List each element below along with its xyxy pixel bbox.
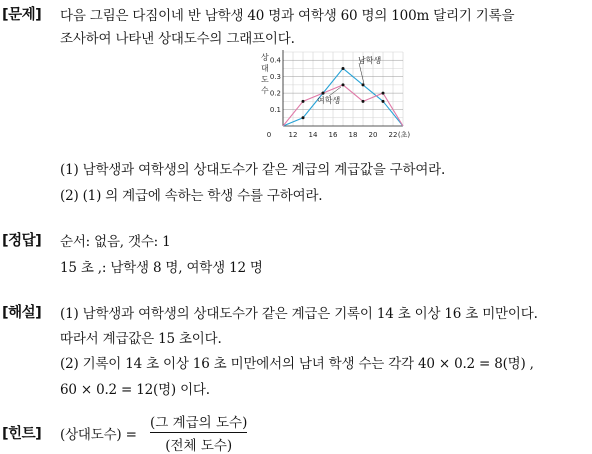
- y-tick-label: 0.1: [269, 106, 281, 115]
- series-label-girls: 여학생: [317, 96, 341, 105]
- explanation-line-3: (2) 기록이 14 초 이상 16 초 미만에서의 남녀 학생 수는 각각 40 × 0.2 = 8(명) ,: [60, 356, 534, 372]
- y-tick-label: 0.4: [269, 56, 281, 65]
- problem-line-1: 다음 그림은 다짐이네 반 남학생 40 명과 여학생 60 명의 100m 달리기 기록을: [60, 8, 515, 24]
- series-label-boys: 남학생: [358, 56, 382, 65]
- x-tick-label: 14: [308, 131, 318, 139]
- data-point: [342, 67, 345, 70]
- hint-numerator: (그 계급의 도수): [150, 415, 248, 431]
- x-tick-label: 22: [388, 131, 398, 139]
- x-tick-label: 0: [266, 131, 272, 139]
- explanation-tag: [해설]: [2, 305, 42, 321]
- answer-tag: [정답]: [2, 233, 42, 249]
- data-point: [382, 92, 385, 95]
- x-tick-label: 12: [288, 131, 298, 139]
- data-point: [362, 100, 365, 103]
- data-point: [342, 83, 345, 86]
- y-axis-label: 상 대 도 수: [261, 53, 269, 95]
- hint-tag: [힌트]: [2, 426, 42, 442]
- question-2: (2) (1) 의 계급에 속하는 학생 수를 구하여라.: [60, 188, 323, 204]
- explanation-line-4: 60 × 0.2 = 12(명) 이다.: [60, 382, 210, 398]
- y-tick-label: 0.2: [269, 89, 281, 98]
- data-point: [322, 92, 325, 95]
- x-tick-label: 20: [368, 131, 378, 139]
- fraction-bar: [150, 432, 247, 433]
- x-axis-label: (초): [397, 131, 411, 139]
- hint-denominator: (전체 도수): [165, 438, 233, 454]
- problem-line-2: 조사하여 나타낸 상대도수의 그래프이다.: [60, 31, 295, 47]
- chart-grid: [283, 52, 403, 126]
- explanation-line-2: 따라서 계급값은 15 초이다.: [60, 331, 222, 347]
- data-point: [302, 116, 305, 119]
- explanation-line-1: (1) 남학생과 여학생의 상대도수가 같은 계급은 기록이 14 초 이상 16 초 미만이다.: [60, 306, 538, 322]
- x-tick-label: 18: [348, 131, 358, 139]
- hint-formula-lhs: (상대도수) =: [60, 427, 137, 443]
- question-1: (1) 남학생과 여학생의 상대도수가 같은 계급의 계급값을 구하여라.: [60, 162, 446, 178]
- relative-frequency-chart: [255, 44, 415, 142]
- hint-fraction: [150, 411, 247, 454]
- x-tick-label: 16: [328, 131, 338, 139]
- answer-line-2: 15 초 ,: 남학생 8 명, 여학생 12 명: [60, 260, 263, 276]
- y-tick-label: 0.3: [269, 73, 281, 82]
- data-point: [382, 100, 385, 103]
- answer-line-1: 순서: 없음, 갯수: 1: [60, 234, 171, 250]
- data-point: [302, 100, 305, 103]
- problem-tag: [문제]: [2, 7, 42, 23]
